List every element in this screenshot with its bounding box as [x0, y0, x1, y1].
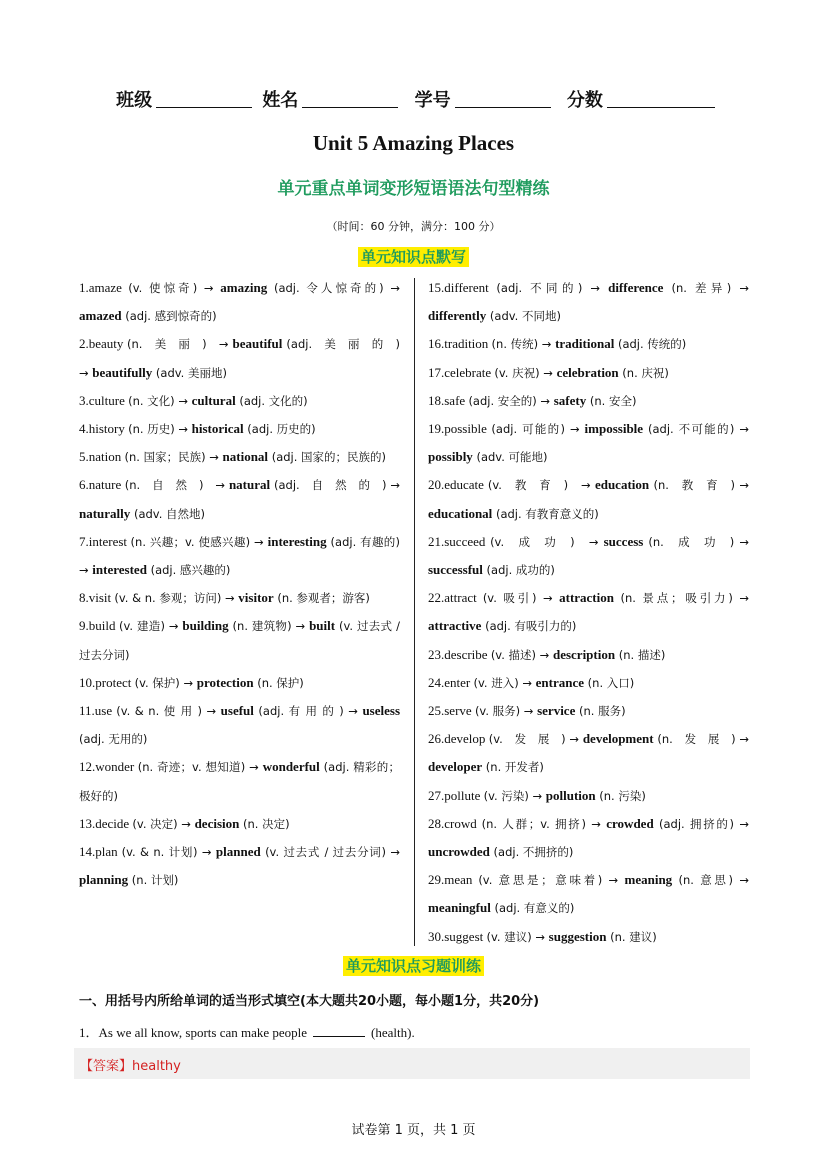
question-1 [79, 1022, 415, 1041]
score-blank[interactable] [607, 89, 715, 108]
vocab-entry [79, 274, 400, 330]
derived-word: wonderful [262, 759, 320, 775]
gloss: (adj. 自 然 的 ) → [270, 478, 400, 493]
base-word: 28.crowd [428, 815, 482, 831]
base-word: 9.build [79, 618, 119, 634]
page-footer: 试卷第 1 页，共 1 页 [351, 1123, 476, 1138]
base-word: 7.interest [79, 533, 131, 549]
gloss: (adj. 精彩的；极好的) [79, 760, 400, 803]
gloss: (n. 开发者) [482, 760, 544, 775]
derived-word: protection [196, 674, 254, 690]
derived-word: planning [79, 872, 129, 888]
derived-word: possibly [428, 449, 473, 465]
gloss: (v. 过去式 / 过去分词) → [260, 845, 400, 860]
vocab-entry [79, 471, 400, 527]
column-divider [414, 278, 415, 946]
vocab-entry [79, 838, 400, 894]
derived-word: impossible [584, 421, 644, 437]
gloss: (v. 过去式 / 过去分词) [79, 619, 400, 662]
gloss: (n. 发 展 ) → [653, 732, 749, 747]
base-word: 26.develop [428, 731, 489, 747]
base-word: 10.protect [79, 674, 135, 690]
derived-word: visitor [238, 590, 274, 606]
page-subtitle: 单元重点单词变形短语语法句型精练 [277, 179, 550, 199]
derived-word: safety [553, 392, 587, 408]
gloss: (n. 意思) → [672, 873, 749, 888]
vocab-entry [428, 923, 749, 951]
vocab-entry [428, 274, 749, 330]
vocab-entry [428, 359, 749, 387]
vocab-entry [79, 330, 400, 386]
gloss: (adj. 美 丽 的 ) → [79, 337, 401, 380]
answer-value: healthy [132, 1059, 181, 1074]
gloss: (n. 景点；吸引力) → [613, 591, 749, 606]
base-word: 13.decide [79, 815, 133, 831]
question-1-blank[interactable] [313, 1024, 365, 1037]
gloss: (v. 意思是；意味着) → [478, 873, 625, 888]
gloss: (v. 保护) → [134, 675, 197, 690]
gloss: (v. 污染) → [483, 788, 546, 803]
base-word: 17.celebrate [428, 364, 495, 380]
gloss: (adj. 传统的) [614, 337, 687, 352]
base-word: 2.beauty [79, 336, 128, 352]
derived-word: developer [428, 759, 483, 775]
vocab-entry [79, 415, 400, 443]
base-word: 18.safe [428, 392, 469, 408]
gloss: (n. 兴趣；v. 使感兴趣) → [130, 534, 268, 549]
derived-word: naturally [79, 505, 131, 521]
derived-word: beautifully [92, 364, 153, 380]
derived-word: pollution [545, 787, 596, 803]
gloss: (n. 参观者；游客) [273, 591, 370, 606]
gloss: (v. 教 育 ) → [487, 478, 595, 493]
base-word: 21.succeed [428, 533, 491, 549]
gloss: (n. 描述) [615, 647, 666, 662]
gloss: (adj. 有教育意义的) [492, 506, 599, 521]
section-knowledge-title [0, 246, 827, 267]
derived-word: meaning [624, 872, 673, 888]
vocab-entry [428, 866, 749, 922]
question-1-hint: (health). [371, 1025, 415, 1040]
gloss: (adv. 不同地) [486, 309, 561, 324]
gloss: (adj. 有意义的) [490, 901, 575, 916]
base-word: 24.enter [428, 674, 474, 690]
derived-word: successful [428, 562, 483, 578]
base-word: 23.describe [428, 646, 491, 662]
gloss: (adj. 有 用 的 ) → [253, 704, 363, 719]
base-word: 5.nation [79, 449, 125, 465]
vocab-entry [428, 528, 749, 584]
derived-word: educational [428, 505, 493, 521]
derived-word: uncrowded [428, 844, 490, 860]
derived-word: national [222, 449, 269, 465]
base-word: 1.amaze [79, 280, 129, 295]
base-word: 20.educate [428, 477, 488, 493]
gloss: (n. 国家；民族) → [124, 450, 223, 465]
derived-word: success [603, 533, 644, 549]
student-number-label: 学号 [414, 90, 451, 111]
base-word: 25.serve [428, 703, 475, 719]
gloss: (n. 文化) → [128, 393, 192, 408]
vocab-column-left [79, 274, 400, 894]
gloss: (v. & n. 参观；访问) → [114, 591, 239, 606]
base-word: 19.possible [428, 421, 492, 437]
vocab-entry [428, 584, 749, 640]
derived-word: amazed [79, 308, 122, 324]
question-1-text: 1．As we all know, sports can make people [79, 1025, 308, 1040]
derived-word: attraction [559, 590, 614, 606]
vocab-entry [79, 810, 400, 838]
gloss: (adj. 国家的；民族的) [268, 450, 387, 465]
vocab-entry [428, 387, 749, 415]
gloss: (n. 服务) [575, 704, 626, 719]
gloss: (n. 历史) → [128, 422, 192, 437]
derived-word: traditional [555, 336, 615, 352]
gloss: (v. 使惊奇) [128, 281, 198, 295]
gloss: (n. 成 功 ) → [643, 534, 749, 549]
gloss: (n. 污染) [595, 788, 646, 803]
gloss: (adj. 不同的) → [496, 281, 609, 295]
derived-word: differently [428, 308, 487, 324]
vocab-entry [428, 641, 749, 669]
gloss: (n. 决定) [239, 816, 290, 831]
vocab-entry [79, 612, 400, 668]
gloss: (adv. 美丽地) [152, 365, 227, 380]
derived-word: interesting [267, 533, 327, 549]
base-word: 16.tradition [428, 336, 492, 352]
gloss: (n. 奇迹；v. 想知道) → [137, 760, 263, 775]
answer-label: 【答案】healthy [80, 1059, 181, 1074]
derived-word: meaningful [428, 900, 491, 916]
gloss: (v. 服务) → [474, 704, 538, 719]
answer-box [74, 1048, 750, 1079]
vocab-entry [428, 697, 749, 725]
derived-word: useful [220, 703, 254, 719]
base-word: 29.mean [428, 872, 479, 888]
base-word: 3.culture [79, 392, 129, 408]
vocab-column-right [428, 274, 749, 951]
gloss: (n. 建议) [606, 929, 657, 944]
vocab-entry [79, 669, 400, 697]
base-word: 30.suggest [428, 928, 487, 944]
derived-word: historical [191, 421, 244, 437]
derived-word: beautiful [232, 336, 283, 352]
vocab-entry [79, 753, 400, 809]
student-info-header [0, 86, 827, 112]
gloss: (n. 传统) → [491, 337, 556, 352]
gloss: (n. 自 然 ) → [124, 478, 229, 493]
base-word: 22.attract [428, 590, 483, 606]
derived-word: attractive [428, 618, 482, 634]
class-label: 班级 [116, 90, 153, 111]
gloss: (v. 吸引) → [482, 591, 560, 606]
gloss: (v. & n. 使 用 ) → [116, 704, 221, 719]
derived-word: suggestion [548, 928, 607, 944]
base-word: 14.plan [79, 844, 122, 860]
gloss: (v. & n. 计划) → [121, 845, 216, 860]
gloss: (adj. 拥挤的) → [653, 816, 749, 831]
base-word: 8.visit [79, 590, 115, 606]
vocab-entry [79, 584, 400, 612]
derived-word: development [582, 731, 654, 747]
vocab-entry [79, 387, 400, 415]
derived-word: planned [215, 844, 261, 860]
gloss: (adj. 令人惊奇的) → [267, 281, 401, 295]
time-info: （时间：60 分钟，满分：100 分） [326, 220, 501, 233]
derived-word: decision [194, 815, 240, 831]
base-word: 15.different [428, 280, 497, 295]
gloss: (adj. 成功的) [482, 563, 555, 578]
derived-word: cultural [191, 392, 236, 408]
gloss: (v. 决定) → [132, 816, 195, 831]
gloss: (adj. 不拥挤的) [489, 845, 574, 860]
vocab-entry [79, 697, 400, 753]
gloss: (v. 进入) → [473, 675, 536, 690]
score-label: 分数 [566, 90, 603, 111]
gloss: (adj. 无用的) [79, 732, 148, 747]
derived-word: building [182, 618, 229, 634]
derived-word: built [309, 618, 336, 634]
gloss: (adj. 不可能的) → [643, 422, 749, 437]
base-word: 4.history [79, 421, 129, 437]
base-word: 11.use [79, 703, 117, 719]
vocab-entry [428, 471, 749, 527]
base-word: 27.pollute [428, 787, 484, 803]
name-label: 姓名 [262, 90, 299, 111]
gloss: (n. 入口) [584, 675, 635, 690]
gloss: (adj. 感到惊奇的) [121, 309, 217, 324]
derived-word: amazing [220, 280, 268, 295]
gloss: (n. 差异) → [663, 281, 749, 295]
derived-word: crowded [606, 815, 654, 831]
gloss: (v. 建造) → [118, 619, 183, 634]
section-exercise-label: 单元知识点习题训练 [343, 956, 484, 976]
gloss: (v. 发 展 ) → [488, 732, 583, 747]
gloss: (n. 庆祝) [618, 365, 669, 380]
gloss: (v. 描述) → [490, 647, 553, 662]
gloss: (n. 人群；v. 拥挤) → [481, 816, 607, 831]
vocab-entry [428, 330, 749, 358]
derived-word: useless [362, 703, 400, 719]
gloss: (n. 计划) [128, 873, 179, 888]
gloss: (v. 建议) → [486, 929, 549, 944]
derived-word: difference [608, 280, 664, 295]
exercise-heading: 一、用括号内所给单词的适当形式填空(本大题共20小题，每小题1分，共20分) [79, 994, 540, 1009]
page-title: Unit 5 Amazing Places [312, 131, 515, 155]
vocab-entry [428, 669, 749, 697]
section-knowledge-label: 单元知识点默写 [358, 247, 469, 267]
derived-word: interested [92, 562, 147, 578]
derived-word: education [594, 477, 650, 493]
gloss: (n. 建筑物) → [228, 619, 310, 634]
gloss: (n. 教 育 ) → [649, 478, 749, 493]
section-exercise-title [0, 955, 827, 976]
name-blank[interactable] [302, 89, 398, 108]
gloss: (adj. 有趣的) → [79, 534, 401, 578]
derived-word: natural [228, 477, 271, 493]
gloss: (n. 保护) [253, 675, 304, 690]
gloss: (n. 安全) [586, 393, 637, 408]
vocab-entry [79, 443, 400, 471]
gloss: (adj. 感兴趣的) [146, 563, 231, 578]
derived-word: description [552, 646, 616, 662]
derived-word: celebration [556, 364, 619, 380]
student-number-blank[interactable] [455, 89, 551, 108]
vocab-entry [428, 725, 749, 781]
vocab-entry [428, 810, 749, 866]
gloss: (adj. 有吸引力的) [481, 619, 577, 634]
vocab-entry [79, 528, 400, 584]
base-word: 6.nature [79, 477, 125, 493]
gloss: (v. 庆祝) → [494, 365, 557, 380]
vocab-entry [428, 415, 749, 471]
gloss: (adj. 可能的) → [491, 422, 585, 437]
class-blank[interactable] [156, 89, 252, 108]
base-word: 12.wonder [79, 759, 138, 775]
gloss: (adv. 自然地) [130, 506, 205, 521]
gloss: → [197, 281, 221, 295]
gloss: (adv. 可能地) [472, 450, 548, 465]
vocab-entry [428, 782, 749, 810]
derived-word: service [537, 703, 576, 719]
gloss: (n. 美 丽 ) → [127, 337, 233, 352]
gloss: (v. 成 功 ) → [490, 534, 604, 549]
derived-word: entrance [535, 674, 585, 690]
gloss: (adj. 安全的) → [468, 393, 554, 408]
gloss: (adj. 历史的) [243, 422, 316, 437]
gloss: (adj. 文化的) [235, 393, 308, 408]
